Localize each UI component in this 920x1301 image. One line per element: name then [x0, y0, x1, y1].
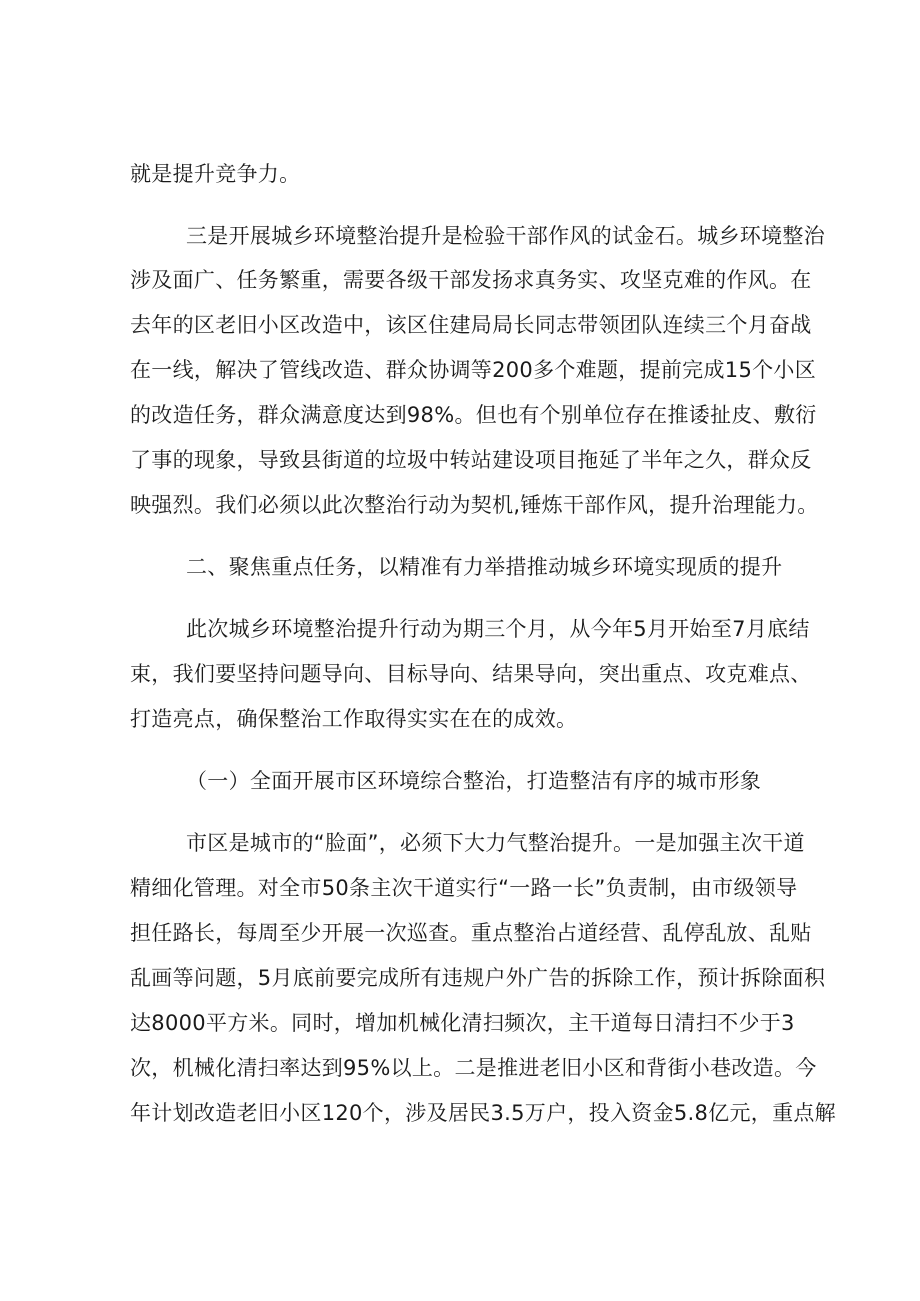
subsection-paragraph-line-7: 年计划改造老旧小区120个，涉及居民3.5万户，投入资金5.8亿元，重点解 — [130, 1101, 836, 1125]
subsection-paragraph-line-1: 市区是城市的“脸面”，必须下大力气整治提升。一是加强主次干道 — [186, 831, 805, 855]
subsection-paragraph-line-6: 次，机械化清扫率达到95%以上。二是推进老旧小区和背街小巷改造。今 — [130, 1056, 817, 1080]
paragraph-3-line-4: 在一线，解决了管线改造、群众协调等200多个难题，提前完成15个小区 — [130, 358, 817, 382]
intro-paragraph-line-2: 束，我们要坚持问题导向、目标导向、结果导向，突出重点、攻克难点、 — [130, 662, 812, 686]
paragraph-3-line-6: 了事的现象，导致县街道的垃圾中转站建设项目拖延了半年之久，群众反 — [130, 448, 812, 472]
subsection-heading-1: （一）全面开展市区环境综合整治，打造整洁有序的城市形象 — [186, 769, 762, 793]
paragraph-continuation-line: 就是提升竞争力。 — [130, 162, 301, 186]
section-heading-2: 二、聚焦重点任务，以精准有力举措推动城乡环境实现质的提升 — [186, 555, 783, 579]
paragraph-3-line-3: 去年的区老旧小区改造中，该区住建局局长同志带领团队连续三个月奋战 — [130, 313, 812, 337]
subsection-paragraph-line-3: 担任路长，每周至少开展一次巡查。重点整治占道经营、乱停乱放、乱贴 — [130, 921, 812, 945]
intro-paragraph-line-1: 此次城乡环境整治提升行动为期三个月，从今年5月开始至7月底结 — [186, 617, 810, 641]
subsection-paragraph-line-5: 达8000平方米。同时，增加机械化清扫频次，主干道每日清扫不少于3 — [130, 1011, 795, 1035]
paragraph-3-line-5: 的改造任务，群众满意度达到98%。但也有个别单位存在推诿扯皮、敷衍 — [130, 403, 817, 427]
intro-paragraph-line-3: 打造亮点，确保整治工作取得实实在在的成效。 — [130, 707, 578, 731]
subsection-paragraph-line-2: 精细化管理。对全市50条主次干道实行“一路一长”负责制，由市级领导 — [130, 876, 798, 900]
paragraph-3-line-7: 映强烈。我们必须以此次整治行动为契机,锤炼干部作风，提升治理能力。 — [130, 493, 819, 517]
paragraph-3-line-2: 涉及面广、任务繁重，需要各级干部发扬求真务实、攻坚克难的作风。在 — [130, 268, 812, 292]
subsection-paragraph-line-4: 乱画等问题，5月底前要完成所有违规户外广告的拆除工作，预计拆除面积 — [130, 966, 826, 990]
paragraph-3-line-1: 三是开展城乡环境整治提升是检验干部作风的试金石。城乡环境整治 — [186, 224, 825, 248]
